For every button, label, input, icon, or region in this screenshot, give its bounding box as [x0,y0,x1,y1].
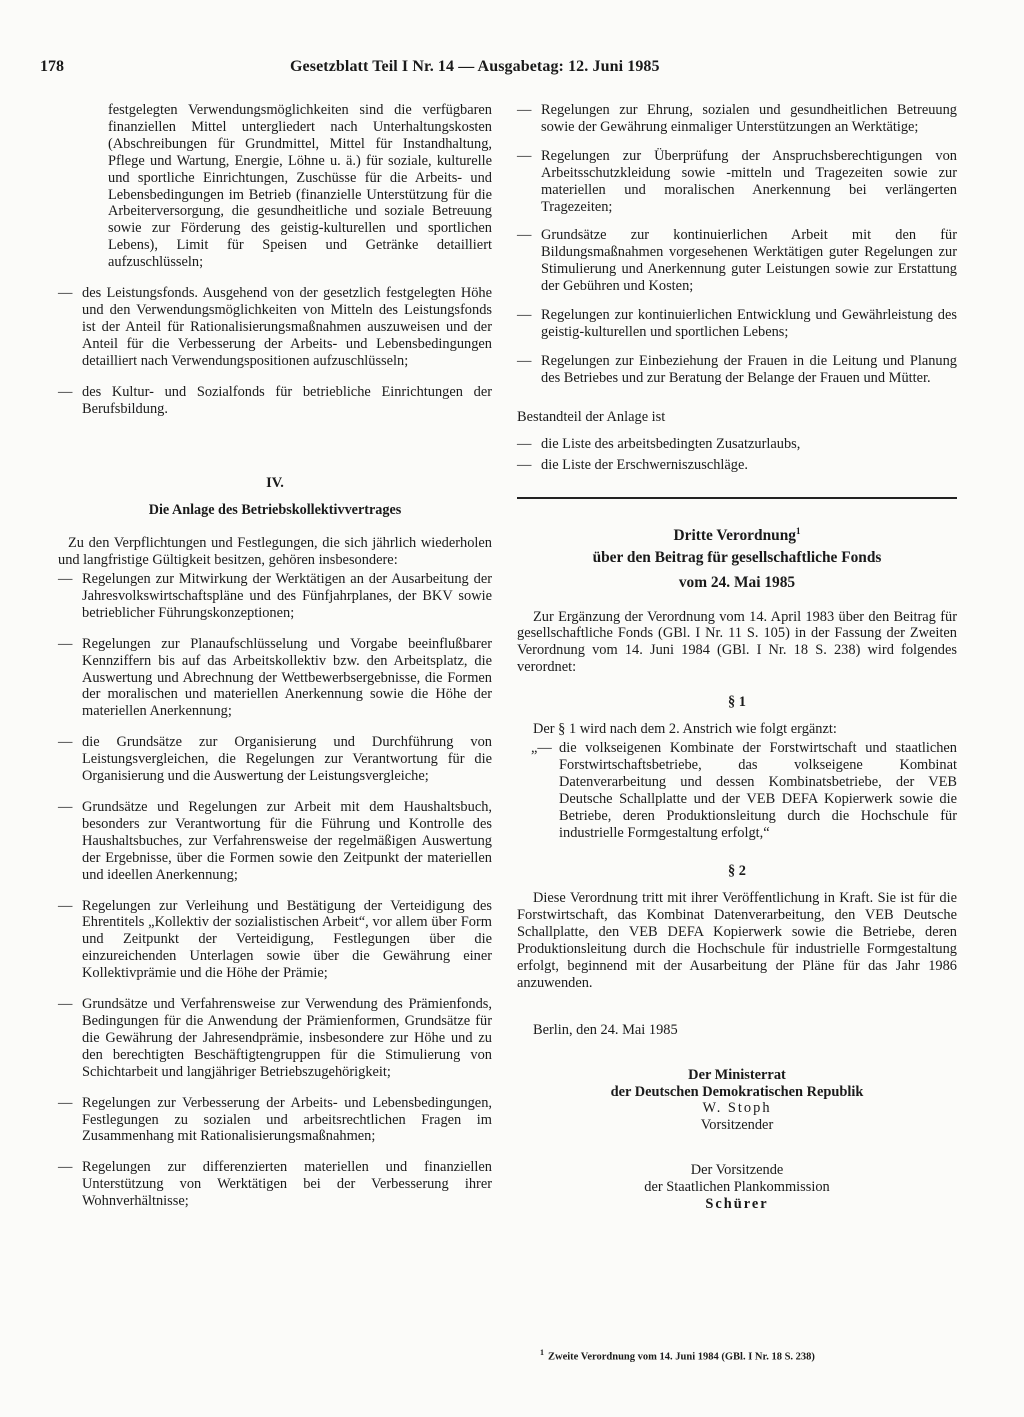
list-item: — Regelungen zur Ehrung, sozialen und gesundheitlichen Betreuung sowie der Gewährung einmaliger Unterstützungen an Werktätige; [517,102,957,136]
annex-continued-list [517,102,957,387]
section-numeral: IV. [266,475,284,492]
decree-title-line1: Dritte Verordnung$^1$ [673,526,801,545]
footnote-mark: 1 [795,526,801,537]
fund-list [58,285,492,417]
paragraph-2-text: Diese Verordnung tritt mit ihrer Veröffentlichung in Kraft. Sie ist für die Forstwirtschaft, das Kombinat Datenverarbeitung, den VEB Deutsche Schallplatte, den VEB DEFA Kopierwerk sowie die Betriebe, deren Produktionsleitung durch die Hochschule für industrielle Formgestaltung erfolgt, beginnend mit der Ausarbeitung der Pläne für das Jahr 1986 anzuwenden. [517,890,957,991]
list-item: — Regelungen zur Planaufschlüsselung und Vorgabe beeinflußbarer Kennziffern bis auf das Arbeitskollektiv bzw. den Arbeitsplatz, die Auswertung und Abrechnung der Wettbewerbsergebnisse, die Formen der moralischen und materiellen Anerkennung sowie die Höhe der materiellen Anerkennung; [58,636,492,721]
list-item: — des Leistungsfonds. Ausgehend von der gesetzlich festgelegten Höhe und den Verwendungsmöglichkeiten von Mitteln des Leistungsfonds ist der Anteil für Rationalisierungsmaßnahmen auszuweisen und der Anteil für die Verbesserung der Arbeits- und Lebensbedingungen detailliert nach Verwendungspositionen aufzuschlüsseln; [58,285,492,370]
signatory2-name: Schürer [705,1196,769,1213]
footnote-number: 1 [540,1348,544,1357]
section-intro: Zu den Verpflichtungen und Festlegungen, die sich jährlich wiederholen und langfristige Gültigkeit besitzen, gehören insbesondere: [58,535,492,569]
signatory-role: Vorsitzender [700,1117,774,1134]
page-number: 178 [40,58,64,75]
quote-mark: „— [531,739,552,756]
quoted-amendment [517,740,957,841]
list-item: — Regelungen zur Einbeziehung der Frauen in die Leitung und Planung des Betriebes und zur Beratung der Belange der Frauen und Mütter. [517,353,957,387]
page-header [40,58,984,80]
signatory-org: Der Ministerrat [688,1066,786,1083]
signature-block [517,1022,957,1213]
decree-title [517,521,957,592]
list-item: — die Liste des arbeitsbedingten Zusatzurlaubs, [517,436,957,453]
list-item: — Regelungen zur Verbesserung der Arbeits- und Lebensbedingungen, Festlegungen zu sozialen und arbeitsrechtlichen Fragen im Zusammenhang mit Rationalisierungsmaßnahmen; [58,1095,492,1146]
list-item: — Regelungen zur differenzierten materiellen und finanziellen Unterstützung von Werktätigen bei der Verbesserung ihrer Wohnverhältnisse; [58,1159,492,1210]
signatory2-role-2: der Staatlichen Plankommission [644,1179,830,1196]
annex-obligations-list [58,571,492,1210]
footnote [540,1348,815,1363]
continuation-paragraph: festgelegten Verwendungsmöglichkeiten sind die verfügbaren finanziellen Mittel untergliedert nach Unterhaltungskosten (Abschreibungen für Grundmittel, Mittel für Instandhaltung, Pflege und Wartung, Energie, Löhne u. ä.) für soziale, kulturelle und sportliche Einrichtungen, Zuschüsse für die Arbeits- und Lebensbedingungen im Betrieb (finanzielle Unterstützung für die Arbeiterversorgung, die gesundheitliche und soziale Betreuung sowie zur Förderung des geistig-kulturellen und sportlichen Lebens), Limit für Speisen und Getränke detailliert aufzuschlüsseln; [108,102,492,271]
signatory-org-2: der Deutschen Demokratischen Republik [610,1083,864,1100]
list-item: — Regelungen zur Mitwirkung der Werktätigen an der Ausarbeitung der Jahresvolkswirtschaftspläne und des Fünfjahrplanes, der BKV sowie betrieblicher Führungskonzeptionen; [58,571,492,622]
list-item: — die Grundsätze zur Organisierung und Durchführung von Leistungsvergleichen, die Regelungen zur Verantwortung für die Organisierung und die Auswertung der Leistungsvergleiche; [58,734,492,785]
list-item: — Regelungen zur Überprüfung der Anspruchsberechtigungen von Arbeitsschutzkleidung sowie -mitteln und Tragezeiten sowie zur materiellen und moralischen Anerkennung bei verlängerten Tragezeiten; [517,148,957,216]
list-item: — des Kultur- und Sozialfonds für betriebliche Einrichtungen der Berufsbildung. [58,384,492,418]
list-item: — die Liste der Erschwerniszuschläge. [517,457,957,474]
quoted-amendment-text: die volkseigenen Kombinate der Forstwirtschaft und staatlichen Forstwirtschaftsbetriebe, das volkseigene Kombinat Datenverarbeitung und dessen Kombinatsbetriebe, der VEB Deutsche Schallplatte und der VEB DEFA Kopierwerk sowie die Betriebe, deren Produktionsleitung durch die Hochschule für industrielle Formgestaltung erfolgt,“ [559,739,957,841]
signatory2-role: Der Vorsitzende [690,1162,784,1179]
signatory-name: W. Stoph [702,1100,772,1117]
footnote-text: Zweite Verordnung vom 14. Juni 1984 (GBl. I Nr. 18 S. 238) [548,1351,815,1363]
section-divider [517,497,957,499]
list-item: — Grundsätze zur kontinuierlichen Arbeit mit den für Bildungsmaßnahmen vorgesehenen Werktätigen guter Regelungen zur Stimulierung und Anerkennung guter Leistungen sowie zur Erstattung der Gebühren und Kosten; [517,227,957,295]
list-item: — Grundsätze und Verfahrensweise zur Verwendung des Prämienfonds, Bedingungen für die Anwendung der Prämienformen, Grundsätze für die Gewährung der Jahresendprämie, insbesondere zur Höhe und zu den berechtigten Beschäftigtengruppen für die Stimulierung von Schichtarbeit und langjähriger Betriebszugehörigkeit; [58,996,492,1081]
decree-preamble: Zur Ergänzung der Verordnung vom 14. April 1983 über den Beitrag für gesellschaftliche Fonds (GBl. I Nr. 11 S. 105) in der Fassung der Zweiten Verordnung vom 14. Juni 1984 (GBl. I Nr. 18 S. 238) wird folgendes verordnet: [517,608,957,676]
annex-lists [517,436,957,474]
running-head: Gesetzblatt Teil I Nr. 14 — Ausgabetag: 12. Juni 1985 [290,58,660,75]
place-date: Berlin, den 24. Mai 1985 [533,1021,678,1038]
paragraph-1-text: Der § 1 wird nach dem 2. Anstrich wie folgt ergänzt: [533,721,837,738]
paragraph-sign-1: § 1 [728,694,746,711]
list-item: — Regelungen zur Verleihung und Bestätigung der Verteidigung des Ehrentitels „Kollektiv der sozialistischen Arbeit“, vor allem über Form und Zeitpunkt der Verteidigung, Festlegungen über die einzureichenden Unterlagen sowie über die Gewährung einer Kollektivprämie und die Höhe der Prämie; [58,898,492,983]
decree-title-line2: über den Beitrag für gesellschaftliche Fonds [592,548,882,566]
section-title: Die Anlage des Betriebskollektivvertrages [148,502,402,519]
paragraph-sign-2: § 2 [728,863,746,880]
list-item: — Grundsätze und Regelungen zur Arbeit mit dem Haushaltsbuch, besonders zur Verantwortung für die Führung und Kontrolle des Haushaltsbuches, zur Verfahrensweise der regelmäßigen Auswertung der Ergebnisse, über die Formen sowie den Zeitpunkt der materiellen und ideellen Anerkennung; [58,799,492,884]
left-column [58,102,492,1210]
annex-intro: Bestandteil der Anlage ist [517,408,666,425]
right-column [517,102,957,1213]
decree-date: vom 24. Mai 1985 [678,573,796,591]
list-item: — Regelungen zur kontinuierlichen Entwicklung und Gewährleistung des geistig-kulturellen und sportlichen Lebens; [517,307,957,341]
